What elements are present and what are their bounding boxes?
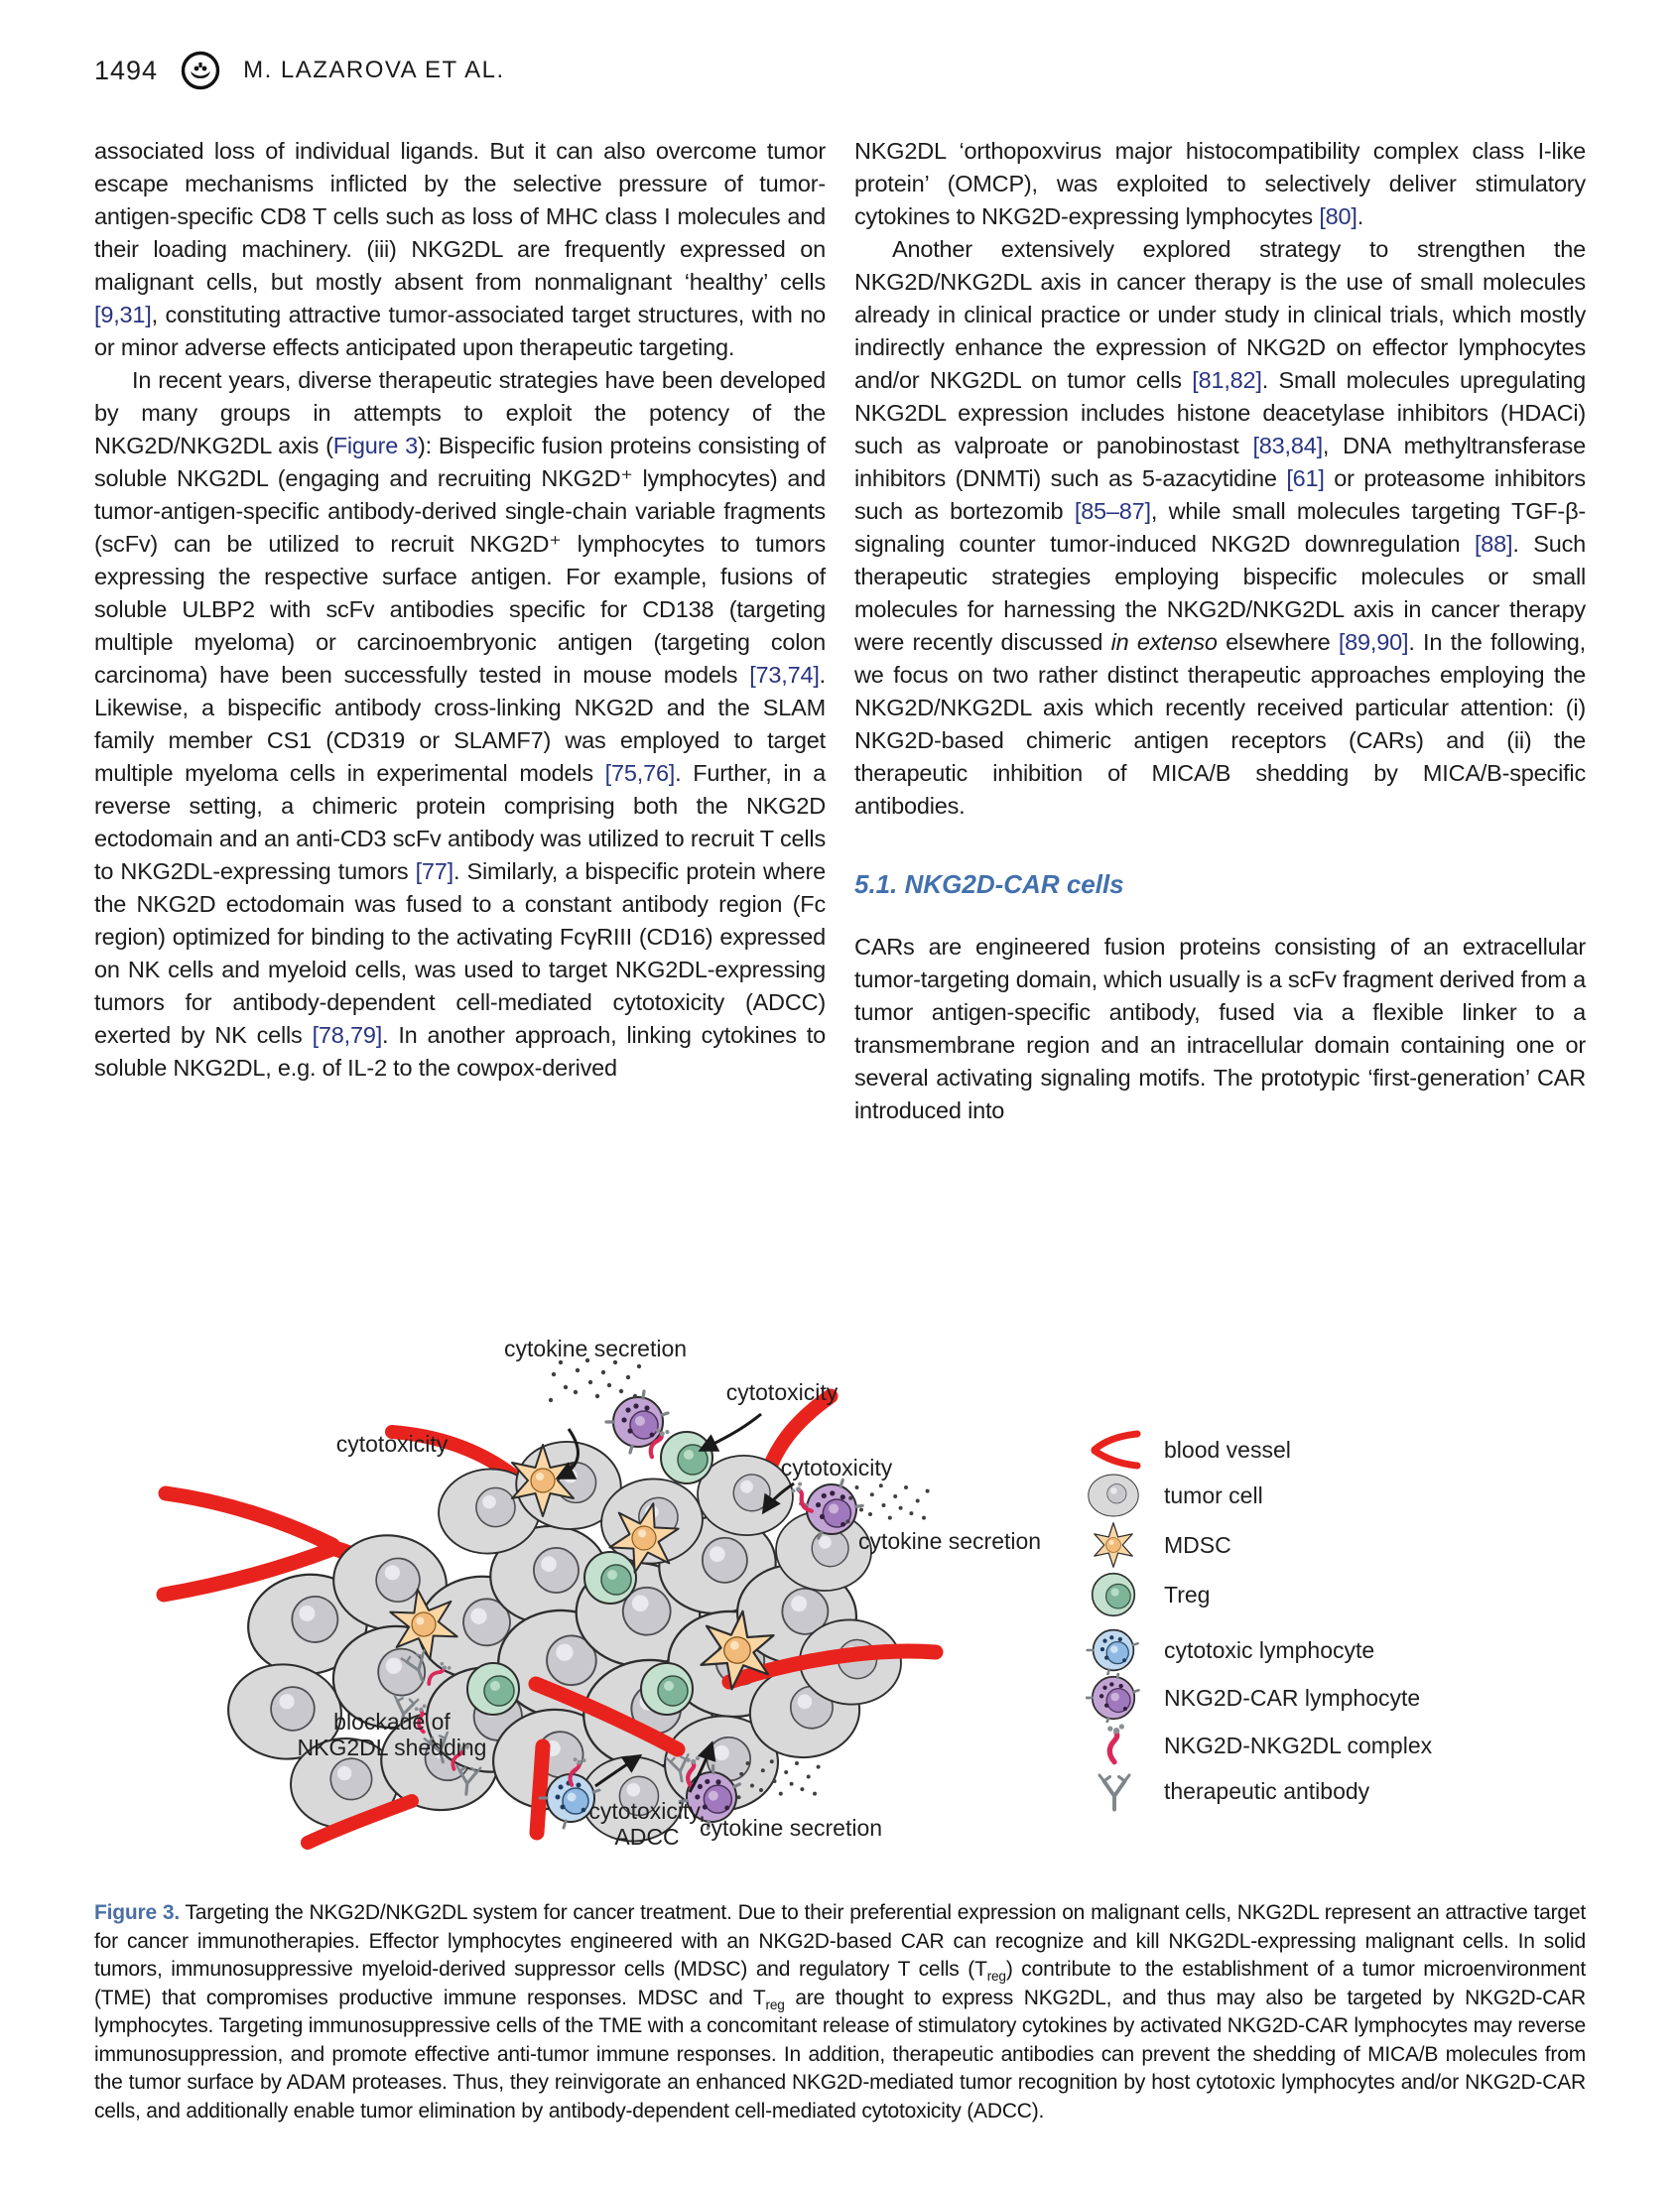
cytotoxic-lymphocyte-icon <box>1085 1626 1144 1674</box>
paragraph: NKG2DL ‘orthopoxvirus major histocompatibility complex class I-like protein’ (OMCP), was exploited to selectively deliver stimulatory cytokines to NKG2D-expressing lymphocytes [80]. <box>854 138 1586 229</box>
nkg2d-car-lymphocyte-icon <box>1085 1674 1144 1722</box>
label-cytokine-secretion-top: cytokine secretion <box>503 1336 688 1361</box>
therapeutic-antibody-icon <box>1085 1767 1144 1815</box>
paragraph: Another extensively explored strategy to strengthen the NKG2D/NKG2DL axis in cancer therapy is the use of small molecules already in clinical practice or under study in clinical trials, which mostly indirectly enhance the expression of NKG2D on effector lymphocytes and/or NKG2DL on tumor cells [81,82]. Small molecules upregulating NKG2DL expression includes histone deacetylase inhibitors (HDACi) such as valproate or panobinostast [83,84], DNA methyltransferase inhibitors (DNMTi) such as 5-azacytidine [61] or proteasome inhibitors such as bortezomib [85–87], while small molecules targeting TGF-β-signaling counter tumor-induced NKG2D downregulation [88]. Such therapeutic strategies employing bispecific molecules or small molecules for harnessing the NKG2D/NKG2DL axis in cancer therapy were recently discussed in extenso elsewhere [89,90]. In the following, we focus on two rather distinct therapeutic approaches employing the NKG2D/NKG2DL axis which recently received particular attention: (i) NKG2D-based chimeric antigen receptors (CARs) and (ii) the therapeutic inhibition of MICA/B shedding by MICA/B-specific antibodies. <box>854 236 1587 819</box>
tumor-microenvironment-diagram <box>94 1335 1087 1870</box>
citation-link[interactable]: [85–87] <box>1074 498 1151 524</box>
label-blockade-line2: NKG2DL shedding <box>297 1735 487 1760</box>
citation-link[interactable]: [80] <box>1319 203 1357 229</box>
label-cytotoxicity-mid: cytotoxicity <box>725 1379 839 1405</box>
page-number: 1494 <box>94 55 159 85</box>
legend-item-tumor-cell: tumor cell <box>1085 1472 1263 1519</box>
citation-link[interactable]: [89,90] <box>1338 629 1409 655</box>
label-cytokine-secretion-right: cytokine secretion <box>858 1528 1042 1554</box>
figure-caption <box>94 1899 1586 2125</box>
figure-caption-text: Targeting the NKG2D/NKG2DL system for cancer treatment. Due to their preferential expression on malignant cells, NKG2DL represent an attractive target for cancer immunotherapies. Effector lymphocytes engineered with an NKG2D-based CAR can recognize and kill NKG2DL-expressing malignant cells. In solid tumors, immunosuppressive myeloid-derived suppressor cells (MDSC) and regulatory T cells $(T_{reg})$ contribute to the establishment of a tumor microenvironment (TME) that compromises productive immune responses. MDSC and $T_{reg}$ are thought to express NKG2DL, and thus may also be targeted by NKG2D-CAR lymphocytes. Targeting immunosuppressive cells of the TME with a concomitant release of stimulatory cytokines by activated NKG2D-CAR lymphocytes may reverse immunosuppression, and promote effective anti-tumor immune responses. In addition, therapeutic antibodies can prevent the shedding of MICA/B molecules from the tumor surface by ADAM proteases. Thus, they reinvigorate an enhanced NKG2D-mediated tumor recognition by host cytotoxic lymphocytes and/or NKG2D-CAR cells, and additionally enable tumor elimination by antibody-dependent cell-mediated cytotoxicity (ADCC). <box>94 1901 1586 2123</box>
legend-item-therapeutic-antibody: therapeutic antibody <box>1085 1767 1369 1815</box>
label-cytokine-secretion-bottom: cytokine secretion <box>699 1815 883 1841</box>
legend-item-nkg2d-nkg2dl-complex: NKG2D-NKG2DL complex <box>1085 1722 1432 1769</box>
figure-3 <box>94 1335 1586 1870</box>
label-blockade-line1: blockade of <box>333 1709 451 1735</box>
legend-item-treg: Treg <box>1085 1571 1210 1618</box>
citation-link[interactable]: [9,31] <box>94 302 152 327</box>
left-column <box>94 135 826 1085</box>
citation-link[interactable]: [61] <box>1286 465 1325 491</box>
figure-reference-link[interactable]: Figure 3 <box>332 433 418 458</box>
paragraph: associated loss of individual ligands. But it can also overcome tumor escape mechanisms inflicted by the selective pressure of tumor-antigen-specific CD8 T cells such as loss of MHC class I molecules and their loading machinery. (iii) NKG2DL are frequently expressed on malignant cells, but mostly absent from nonmalignant ‘healthy’ cells [9,31], constituting attractive tumor-associated target structures, with no or minor adverse effects anticipated upon therapeutic targeting. <box>94 138 826 360</box>
nkg2d-nkg2dl-complex-icon <box>1085 1722 1144 1769</box>
citation-link[interactable]: [78,79] <box>312 1022 383 1048</box>
citation-link[interactable]: [81,82] <box>1192 367 1262 393</box>
legend-item-blood-vessel: blood vessel <box>1085 1426 1291 1474</box>
citation-link[interactable]: [77] <box>415 858 453 884</box>
citation-link[interactable]: [73,74] <box>749 662 820 688</box>
publisher-logo-icon <box>180 50 221 91</box>
section-heading: 5.1. NKG2D-CAR cells <box>854 869 1124 899</box>
legend-item-cytotoxic-lymphocyte: cytotoxic lymphocyte <box>1085 1626 1374 1674</box>
blood-vessel-icon <box>1085 1426 1144 1474</box>
running-title: M. LAZAROVA ET AL. <box>243 57 505 83</box>
legend-item-mdsc: MDSC <box>1085 1521 1231 1569</box>
running-head <box>94 50 505 91</box>
label-cytotoxicity-right: cytotoxicity <box>780 1455 893 1480</box>
legend-item-nkg2d-car-lymphocyte: NKG2D-CAR lymphocyte <box>1085 1674 1420 1722</box>
citation-link[interactable]: [83,84] <box>1252 433 1323 458</box>
paragraph: In recent years, diverse therapeutic strategies have been developed by many groups in attempts to exploit the potency of the NKG2D/NKG2DL axis (Figure 3): Bispecific fusion proteins consisting of soluble NKG2DL (engaging and recruiting NKG2D⁺ lymphocytes) and tumor-antigen-specific antibody-derived single-chain variable fragments (scFv) can be utilized to recruit NKG2D⁺ lymphocytes to tumors expressing the respective surface antigen. For example, fusions of soluble ULBP2 with scFv antibodies specific for CD138 (targeting multiple myeloma) or carcinoembryonic antigen (targeting colon carcinoma) have been successfully tested in mouse models [73,74]. Likewise, a bispecific antibody cross-linking NKG2D and the SLAM family member CS1 (CD319 or SLAMF7) was employed to target multiple myeloma cells in experimental models [75,76]. Further, in a reverse setting, a chimeric protein comprising both the NKG2D ectodomain and an anti-CD3 scFv antibody was utilized to recruit T cells to NKG2DL-expressing tumors [77]. Similarly, a bispecific protein where the NKG2D ectodomain was fused to a constant antibody region (Fc region) optimized for binding to the activating FcγRIII (CD16) expressed on NK cells and myeloid cells, was used to target NKG2DL-expressing tumors for antibody-dependent cell-mediated cytotoxicity (ADCC) exerted by NK cells [78,79]. In another approach, linking cytokines to soluble NKG2DL, e.g. of IL-2 to the cowpox-derived <box>94 367 827 1081</box>
figure-caption-label: Figure 3. <box>94 1901 180 1924</box>
label-cytotoxicity-adcc-line1: cytotoxicity, <box>588 1798 706 1824</box>
label-cytotoxicity-adcc-line2: ADCC <box>614 1824 680 1850</box>
citation-link[interactable]: [88] <box>1474 531 1513 557</box>
right-column <box>854 135 1586 1127</box>
label-cytotoxicity-left: cytotoxicity <box>335 1431 449 1457</box>
citation-link[interactable]: [75,76] <box>604 760 676 786</box>
mdsc-cell-icon <box>1085 1521 1144 1569</box>
paragraph: CARs are engineered fusion proteins consisting of an extracellular tumor-targeting domain, which usually is a scFv fragment derived from a tumor antigen-specific antibody, fused via a flexible linker to a transmembrane region and an intracellular domain containing one or several activating signaling motifs. The prototypic ‘first-generation’ CAR introduced into <box>854 934 1586 1123</box>
treg-cell-icon <box>1085 1571 1144 1618</box>
tumor-cell-icon <box>1085 1472 1144 1519</box>
